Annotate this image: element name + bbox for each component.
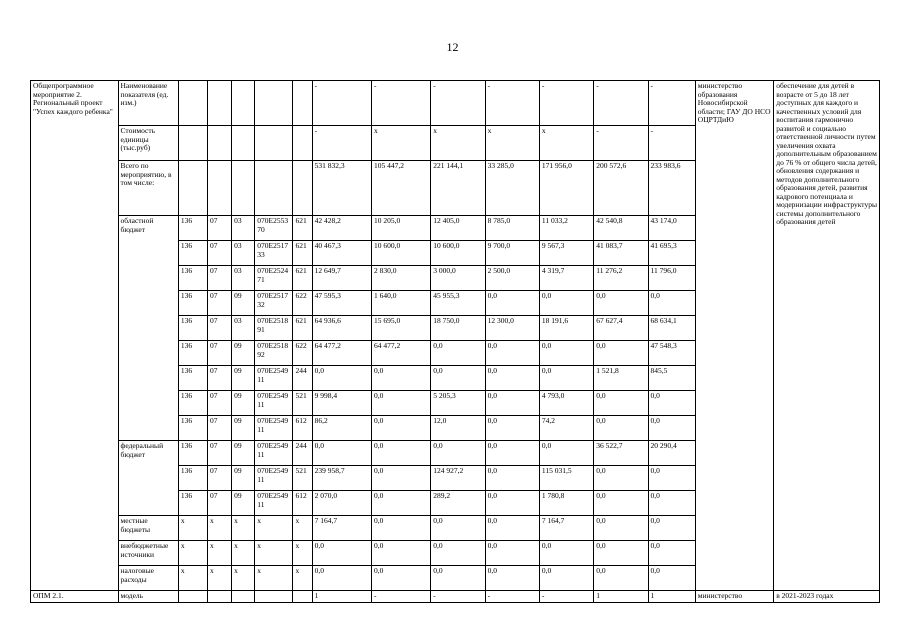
code-cell <box>178 161 207 216</box>
value-cell: 0,0 <box>594 491 648 516</box>
value-cell: 33 285,0 <box>485 161 539 216</box>
value-cell: 11 276,2 <box>594 266 648 291</box>
row-label: федеральный бюджет <box>118 441 178 516</box>
code-cell: 136 <box>178 416 207 441</box>
value-cell: 200 572,6 <box>594 161 648 216</box>
code-cell: 070E252471 <box>255 266 293 291</box>
code-cell <box>293 161 312 216</box>
code-cell: 070E251891 <box>255 316 293 341</box>
value-cell: 2 500,0 <box>485 266 539 291</box>
program-events-table <box>30 80 880 603</box>
row-label: внебюджетные источники <box>118 541 178 566</box>
code-cell: 521 <box>293 391 312 416</box>
table-row <box>31 81 880 126</box>
value-cell: 0,0 <box>371 516 430 541</box>
code-cell: 621 <box>293 241 312 266</box>
value-cell: 0,0 <box>539 441 593 466</box>
value-cell: 0,0 <box>485 491 539 516</box>
code-cell <box>293 126 312 161</box>
value-cell: 0,0 <box>594 391 648 416</box>
code-cell: x <box>293 566 312 591</box>
code-cell <box>208 126 232 161</box>
value-cell: 0,0 <box>431 366 485 391</box>
row-label: областной бюджет <box>118 216 178 441</box>
value-cell: 845,5 <box>648 366 695 391</box>
code-cell: 07 <box>208 341 232 366</box>
code-cell: 622 <box>293 341 312 366</box>
code-cell: 07 <box>208 316 232 341</box>
value-cell: 0,0 <box>594 541 648 566</box>
code-cell: 136 <box>178 316 207 341</box>
value-cell: 0,0 <box>648 516 695 541</box>
code-cell: x <box>208 516 232 541</box>
value-cell: 12,0 <box>431 416 485 441</box>
value-cell: 0,0 <box>648 566 695 591</box>
code-cell: 09 <box>232 341 255 366</box>
value-cell: 10 600,0 <box>371 241 430 266</box>
value-cell: 0,0 <box>594 291 648 316</box>
code-cell: 070E251732 <box>255 291 293 316</box>
code-cell: 070E254911 <box>255 366 293 391</box>
code-cell: 136 <box>178 391 207 416</box>
code-cell: 070E254911 <box>255 491 293 516</box>
value-cell: - <box>371 81 430 126</box>
value-cell: 0,0 <box>371 541 430 566</box>
value-cell: x <box>485 126 539 161</box>
code-cell: 244 <box>293 366 312 391</box>
value-cell: 1 780,8 <box>539 491 593 516</box>
value-cell: 0,0 <box>594 341 648 366</box>
value-cell: 12 405,0 <box>431 216 485 241</box>
value-cell: 531 832,3 <box>312 161 371 216</box>
code-cell: 136 <box>178 216 207 241</box>
code-cell: 03 <box>232 241 255 266</box>
code-cell <box>293 591 312 603</box>
code-cell: x <box>178 516 207 541</box>
code-cell: 07 <box>208 466 232 491</box>
value-cell: 0,0 <box>312 441 371 466</box>
value-cell: - <box>539 81 593 126</box>
row-label: модель <box>118 591 178 603</box>
value-cell: 40 467,3 <box>312 241 371 266</box>
code-cell: 03 <box>232 216 255 241</box>
code-cell: 07 <box>208 291 232 316</box>
code-cell: 244 <box>293 441 312 466</box>
value-cell: 42 540,8 <box>594 216 648 241</box>
code-cell: 621 <box>293 266 312 291</box>
code-cell: 09 <box>232 441 255 466</box>
code-cell: 09 <box>232 466 255 491</box>
value-cell: 0,0 <box>485 416 539 441</box>
code-cell: 136 <box>178 441 207 466</box>
value-cell: 11 033,2 <box>539 216 593 241</box>
code-cell: 07 <box>208 416 232 441</box>
event-name-cell: Общепрограммное мероприятие 2. Региональный проект "Успех каждого ребенка" <box>31 81 119 591</box>
value-cell: 74,2 <box>539 416 593 441</box>
value-cell: 1 640,0 <box>371 291 430 316</box>
value-cell: 0,0 <box>431 566 485 591</box>
code-cell: 070E251892 <box>255 341 293 366</box>
value-cell: 0,0 <box>431 516 485 541</box>
code-cell <box>208 161 232 216</box>
value-cell: 0,0 <box>431 541 485 566</box>
code-cell: x <box>178 566 207 591</box>
code-cell: x <box>232 566 255 591</box>
expected-result-cell: в 2021-2023 годах <box>774 591 880 603</box>
value-cell: - <box>648 126 695 161</box>
value-cell: 12 300,0 <box>485 316 539 341</box>
value-cell: 1 <box>312 591 371 603</box>
value-cell: 0,0 <box>594 466 648 491</box>
code-cell: 03 <box>232 266 255 291</box>
event-name-cell: ОПМ 2.1. <box>31 591 119 603</box>
value-cell: 0,0 <box>485 291 539 316</box>
code-cell <box>208 591 232 603</box>
code-cell: 09 <box>232 416 255 441</box>
code-cell: 070E254911 <box>255 416 293 441</box>
code-cell: x <box>232 516 255 541</box>
value-cell: 0,0 <box>648 491 695 516</box>
value-cell: - <box>648 81 695 126</box>
code-cell: x <box>255 541 293 566</box>
code-cell: 136 <box>178 266 207 291</box>
value-cell: 4 793,0 <box>539 391 593 416</box>
value-cell: 0,0 <box>539 366 593 391</box>
value-cell: 0,0 <box>485 341 539 366</box>
code-cell: 07 <box>208 266 232 291</box>
value-cell: 0,0 <box>371 441 430 466</box>
value-cell: 86,2 <box>312 416 371 441</box>
value-cell: 0,0 <box>485 441 539 466</box>
code-cell: x <box>208 541 232 566</box>
value-cell: 0,0 <box>648 541 695 566</box>
code-cell: 07 <box>208 491 232 516</box>
value-cell: 0,0 <box>371 416 430 441</box>
value-cell: 171 956,0 <box>539 161 593 216</box>
value-cell: 18 191,6 <box>539 316 593 341</box>
code-cell: 07 <box>208 366 232 391</box>
value-cell: 0,0 <box>485 566 539 591</box>
value-cell: 0,0 <box>312 366 371 391</box>
value-cell: 0,0 <box>485 541 539 566</box>
value-cell: 0,0 <box>594 566 648 591</box>
code-cell: 136 <box>178 341 207 366</box>
value-cell: 0,0 <box>485 366 539 391</box>
code-cell: 09 <box>232 391 255 416</box>
code-cell <box>232 81 255 126</box>
code-cell: 621 <box>293 216 312 241</box>
code-cell: 612 <box>293 491 312 516</box>
code-cell: x <box>255 566 293 591</box>
value-cell: 10 600,0 <box>431 241 485 266</box>
value-cell: 105 447,2 <box>371 161 430 216</box>
value-cell: - <box>371 591 430 603</box>
value-cell: 0,0 <box>485 391 539 416</box>
value-cell: 42 428,2 <box>312 216 371 241</box>
code-cell: 621 <box>293 316 312 341</box>
value-cell: 0,0 <box>648 466 695 491</box>
value-cell: 0,0 <box>539 566 593 591</box>
value-cell: 64 477,2 <box>371 341 430 366</box>
value-cell: 64 936,6 <box>312 316 371 341</box>
value-cell: 0,0 <box>485 516 539 541</box>
value-cell: 2 830,0 <box>371 266 430 291</box>
value-cell: 10 205,0 <box>371 216 430 241</box>
value-cell: 239 958,7 <box>312 466 371 491</box>
responsible-cell: министерство образования Новосибирской области; ГАУ ДО НСО ОЦРТДиЮ <box>695 81 773 591</box>
code-cell <box>232 161 255 216</box>
value-cell: 0,0 <box>371 366 430 391</box>
code-cell <box>208 81 232 126</box>
code-cell: 09 <box>232 291 255 316</box>
value-cell: 36 522,7 <box>594 441 648 466</box>
value-cell: - <box>312 126 371 161</box>
code-cell <box>232 591 255 603</box>
value-cell: 47 548,3 <box>648 341 695 366</box>
value-cell: 68 634,1 <box>648 316 695 341</box>
value-cell: 233 983,6 <box>648 161 695 216</box>
code-cell <box>255 161 293 216</box>
value-cell: 0,0 <box>539 341 593 366</box>
responsible-cell: министерство <box>695 591 773 603</box>
row-label: Всего по мероприятию, в том числе: <box>118 161 178 216</box>
code-cell: x <box>293 541 312 566</box>
row-label: налоговые расходы <box>118 566 178 591</box>
value-cell: 0,0 <box>539 291 593 316</box>
expected-result-cell: обеспечение для детей в возрасте от 5 до 18 лет доступных для каждого и качественных условий для воспитания гармонично развитой и социально ответственной личности путем увеличения охвата дополнительным образованием до 76 % от общего числа детей, обновления содержания и методов дополнительного образования детей, развития кадрового потенциала и модернизации инфраструктуры системы дополнительного образования детей <box>774 81 880 591</box>
value-cell: 289,2 <box>431 491 485 516</box>
value-cell: x <box>431 126 485 161</box>
code-cell: x <box>293 516 312 541</box>
value-cell: 43 174,0 <box>648 216 695 241</box>
code-cell: 070E254911 <box>255 391 293 416</box>
value-cell: 0,0 <box>648 291 695 316</box>
value-cell: 15 695,0 <box>371 316 430 341</box>
value-cell: 64 477,2 <box>312 341 371 366</box>
value-cell: 0,0 <box>371 466 430 491</box>
value-cell: 11 796,0 <box>648 266 695 291</box>
value-cell: 0,0 <box>539 541 593 566</box>
code-cell: 612 <box>293 416 312 441</box>
value-cell: 20 290,4 <box>648 441 695 466</box>
code-cell <box>255 126 293 161</box>
value-cell: x <box>539 126 593 161</box>
code-cell: 07 <box>208 241 232 266</box>
value-cell: x <box>371 126 430 161</box>
value-cell: 67 627,4 <box>594 316 648 341</box>
code-cell <box>178 591 207 603</box>
code-cell: 136 <box>178 466 207 491</box>
value-cell: 115 031,5 <box>539 466 593 491</box>
value-cell: 0,0 <box>485 466 539 491</box>
page-number: 12 <box>446 40 459 54</box>
code-cell: x <box>208 566 232 591</box>
value-cell: 4 319,7 <box>539 266 593 291</box>
value-cell: 3 000,0 <box>431 266 485 291</box>
row-label: Стоимость единицы (тыс.руб) <box>118 126 178 161</box>
value-cell: 9 700,0 <box>485 241 539 266</box>
value-cell: 45 955,3 <box>431 291 485 316</box>
value-cell: - <box>431 81 485 126</box>
value-cell: 0,0 <box>594 516 648 541</box>
code-cell: 07 <box>208 441 232 466</box>
value-cell: 7 164,7 <box>539 516 593 541</box>
value-cell: 0,0 <box>648 416 695 441</box>
value-cell: 9 998,4 <box>312 391 371 416</box>
code-cell: 622 <box>293 291 312 316</box>
code-cell: x <box>232 541 255 566</box>
value-cell: 41 695,3 <box>648 241 695 266</box>
row-label: местные бюджеты <box>118 516 178 541</box>
value-cell: - <box>431 591 485 603</box>
code-cell: 07 <box>208 391 232 416</box>
code-cell: 07 <box>208 216 232 241</box>
code-cell: 03 <box>232 316 255 341</box>
value-cell: - <box>594 81 648 126</box>
value-cell: 8 785,0 <box>485 216 539 241</box>
code-cell <box>178 126 207 161</box>
code-cell: 136 <box>178 366 207 391</box>
code-cell: x <box>178 541 207 566</box>
value-cell: 1 <box>594 591 648 603</box>
value-cell: 1 <box>648 591 695 603</box>
code-cell: 521 <box>293 466 312 491</box>
code-cell: 070E254911 <box>255 441 293 466</box>
value-cell: 47 595,3 <box>312 291 371 316</box>
value-cell: - <box>312 81 371 126</box>
value-cell: - <box>485 591 539 603</box>
value-cell: 5 205,3 <box>431 391 485 416</box>
value-cell: 18 750,0 <box>431 316 485 341</box>
value-cell: 0,0 <box>431 441 485 466</box>
code-cell <box>232 126 255 161</box>
code-cell: 070E251733 <box>255 241 293 266</box>
value-cell: - <box>485 81 539 126</box>
code-cell: 09 <box>232 491 255 516</box>
code-cell: 09 <box>232 366 255 391</box>
code-cell: x <box>255 516 293 541</box>
value-cell: 0,0 <box>594 416 648 441</box>
row-label: Наименование показателя (ед. изм.) <box>118 81 178 126</box>
value-cell: 0,0 <box>312 566 371 591</box>
value-cell: 221 144,1 <box>431 161 485 216</box>
value-cell: - <box>539 591 593 603</box>
code-cell <box>178 81 207 126</box>
code-cell: 070E254911 <box>255 466 293 491</box>
code-cell: 070E255370 <box>255 216 293 241</box>
value-cell: 0,0 <box>648 391 695 416</box>
value-cell: 1 521,8 <box>594 366 648 391</box>
code-cell: 136 <box>178 291 207 316</box>
value-cell: 0,0 <box>371 491 430 516</box>
value-cell: 0,0 <box>371 391 430 416</box>
code-cell <box>293 81 312 126</box>
code-cell <box>255 81 293 126</box>
value-cell: 0,0 <box>371 566 430 591</box>
code-cell <box>255 591 293 603</box>
value-cell: 124 927,2 <box>431 466 485 491</box>
table-row <box>31 591 880 603</box>
value-cell: - <box>594 126 648 161</box>
value-cell: 0,0 <box>431 341 485 366</box>
code-cell: 136 <box>178 491 207 516</box>
value-cell: 2 070,0 <box>312 491 371 516</box>
value-cell: 41 083,7 <box>594 241 648 266</box>
value-cell: 0,0 <box>312 541 371 566</box>
code-cell: 136 <box>178 241 207 266</box>
value-cell: 12 649,7 <box>312 266 371 291</box>
value-cell: 9 567,3 <box>539 241 593 266</box>
value-cell: 7 164,7 <box>312 516 371 541</box>
